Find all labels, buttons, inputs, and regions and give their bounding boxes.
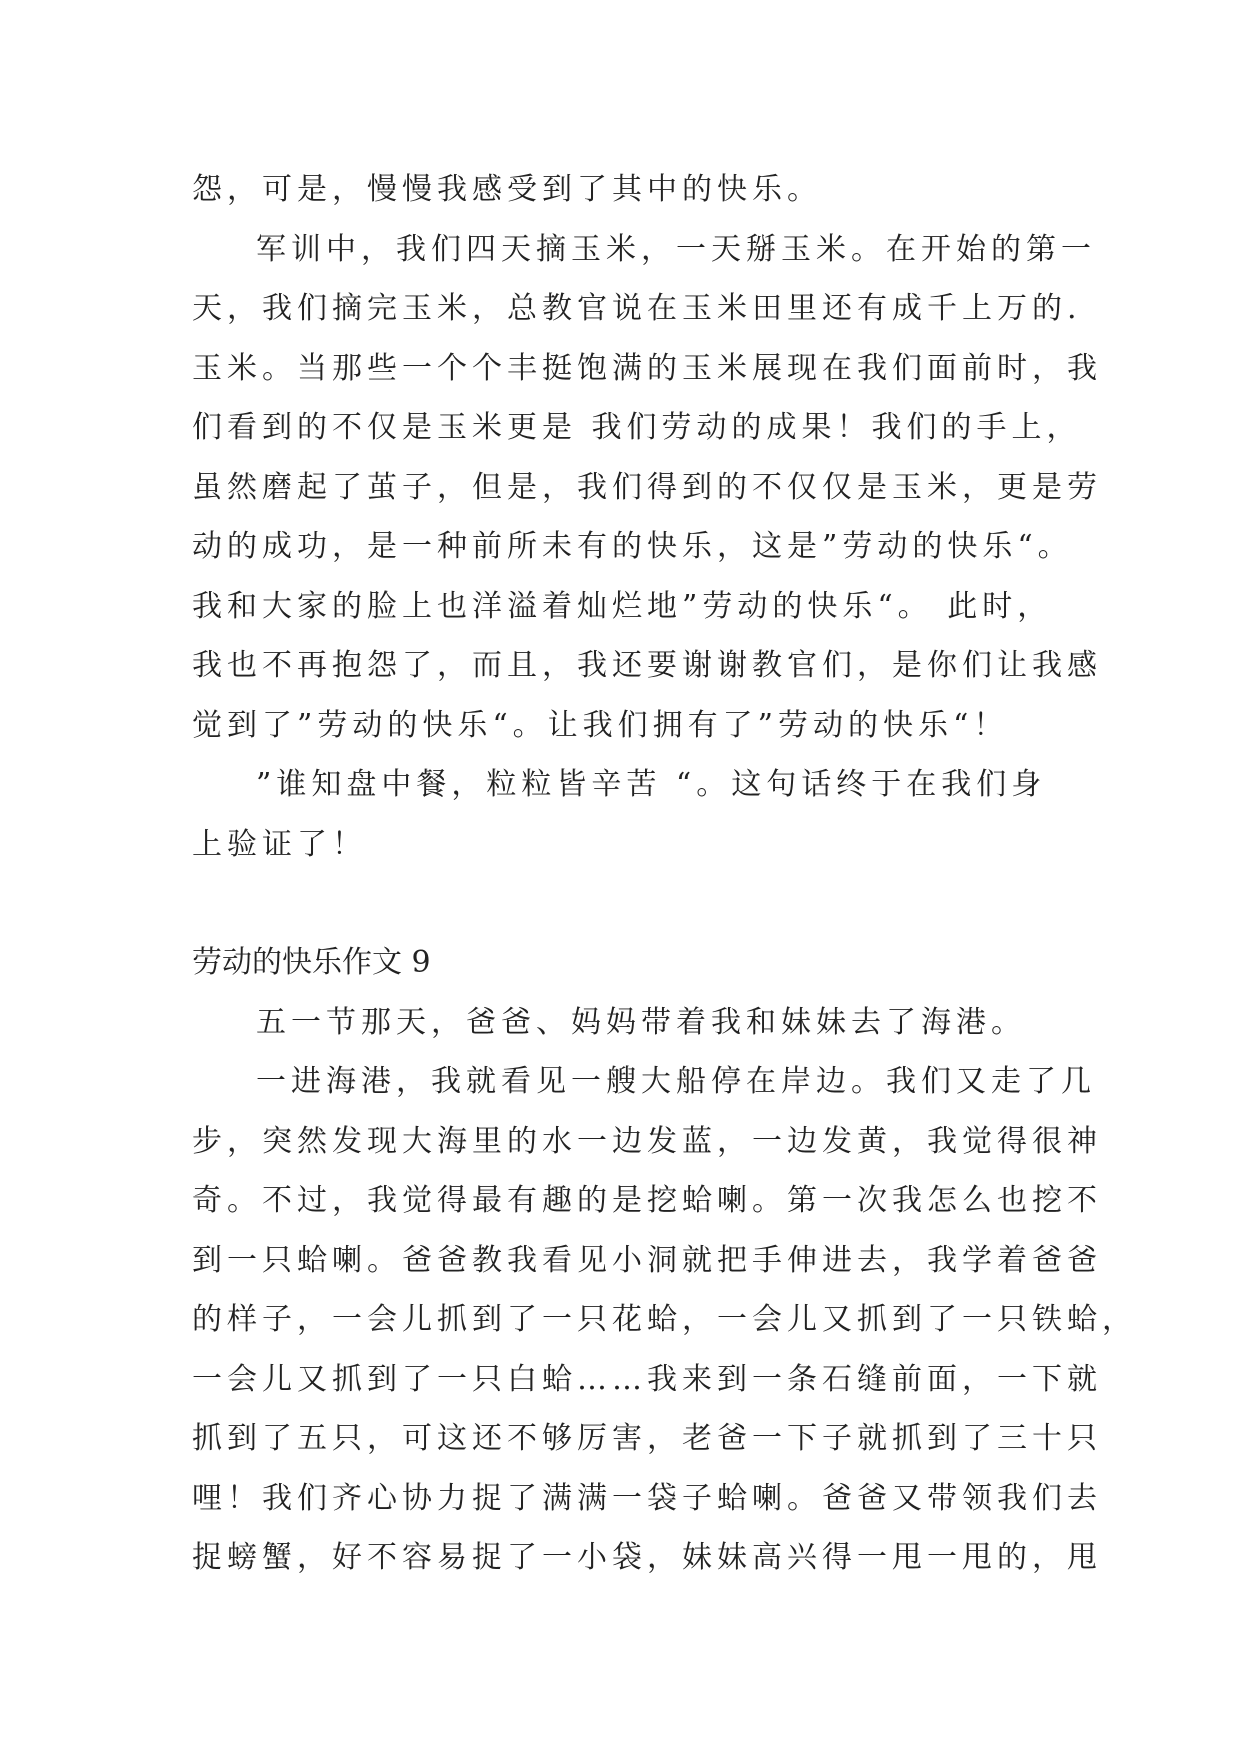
text-line: 一进海港，我就看见一艘大船停在岸边。我们又走了几: [256, 1064, 1096, 1099]
text-line: 哩！我们齐心协力捉了满满一袋子蛤喇。爸爸又带领我们去: [192, 1480, 1102, 1516]
text-line: 军训中，我们四天摘玉米，一天掰玉米。在开始的第一: [256, 231, 1096, 267]
text-line: 抓到了五只，可这还不够厉害，老爸一下子就抓到了三十只: [192, 1421, 1102, 1456]
text-line: 们看到的不仅是玉米更是 我们劳动的成果！我们的手上，: [192, 410, 1082, 445]
text-line: 上验证了！: [192, 826, 367, 862]
text-line: 捉螃蟹，好不容易捉了一小袋，妹妹高兴得一甩一甩的，甩: [192, 1540, 1102, 1575]
text-line: 怨，可是，慢慢我感受到了其中的快乐。: [192, 172, 822, 207]
text-line: 动的成功，是一种前所未有的快乐，这是”劳动的快乐“。: [192, 529, 1073, 564]
text-line: 步，突然发现大海里的水一边发蓝，一边发黄，我觉得很神: [192, 1123, 1102, 1159]
text-line: 我也不再抱怨了，而且，我还要谢谢教官们，是你们让我感: [192, 648, 1102, 683]
text-line: 虽然磨起了茧子，但是，我们得到的不仅仅是玉米，更是劳: [192, 469, 1102, 505]
text-line: 觉到了”劳动的快乐“。让我们拥有了”劳动的快乐“！: [192, 707, 1009, 743]
text-line: 我和大家的脸上也洋溢着灿烂地”劳动的快乐“。 此时，: [192, 588, 1053, 624]
text-line: 奇。不过，我觉得最有趣的是挖蛤喇。第一次我怎么也挖不: [192, 1183, 1102, 1218]
text-line: 的样子，一会儿抓到了一只花蛤，一会儿又抓到了一只铁蛤，: [192, 1302, 1137, 1337]
document-body: [192, 160, 1137, 1588]
text-line: 一会儿又抓到了一只白蛤……我来到一条石缝前面，一下就: [192, 1361, 1102, 1397]
text-line: 天，我们摘完玉米，总教官说在玉米田里还有成千上万的.: [192, 291, 1082, 326]
text-line: 五一节那天，爸爸、妈妈带着我和妹妹去了海港。: [256, 1004, 1026, 1040]
section-heading: 劳动的快乐作文 9: [192, 945, 431, 980]
text-line: 玉米。当那些一个个丰挺饱满的玉米展现在我们面前时，我: [192, 350, 1102, 386]
text-line: ”谁知盘中餐，粒粒皆辛苦 “。这句话终于在我们身: [256, 767, 1047, 802]
text-line: 到一只蛤喇。爸爸教我看见小洞就把手伸进去，我学着爸爸: [192, 1242, 1102, 1278]
